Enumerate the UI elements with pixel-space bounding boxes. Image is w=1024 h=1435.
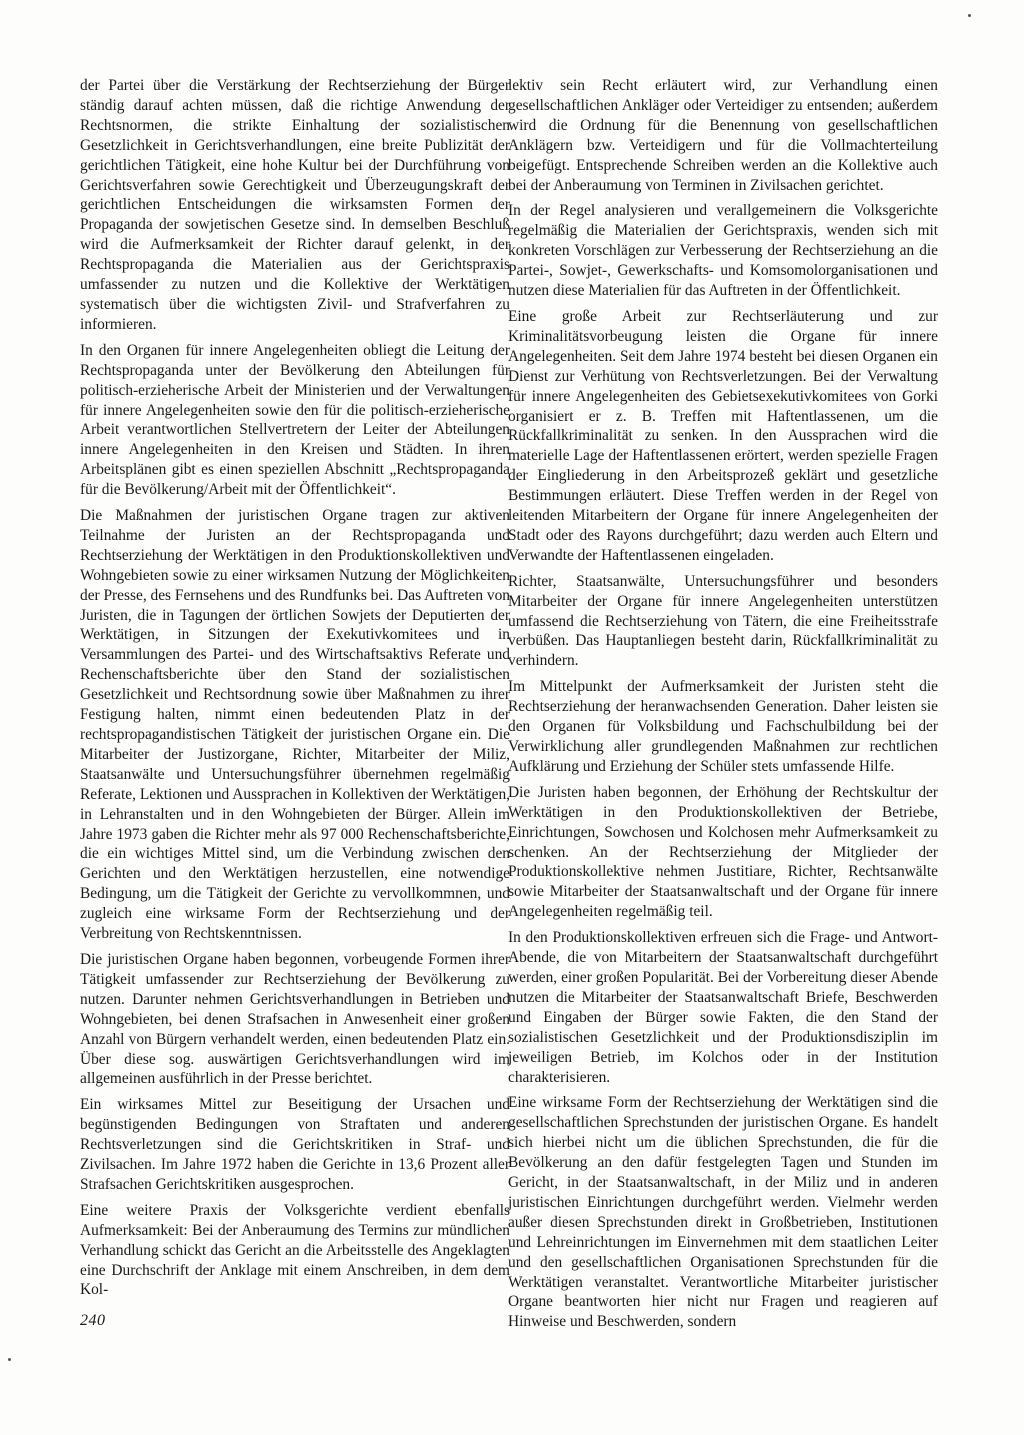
paragraph: der Partei über die Verstärkung der Rechtserziehung der Bürger ständig darauf achten müssen, daß die richtige Anwendung der Rechtsnormen, die strikte Einhaltung der sozialistischen Gesetzlichkeit in Gerichtsverhandlungen, eine breite Publizität der gerichtlichen Tätigkeit, eine hohe Kultur bei der Durchführung von Gerichtsverfahren sowie Gerechtigkeit und Überzeugungskraft der gerichtlichen Entscheidungen die wirksamsten Formen der Propaganda der sowjetischen Gesetze sind. In demselben Beschluß wird die Aufmerksamkeit der Richter darauf gelenkt, in der Rechtspropaganda die Materialien aus der Gerichtspraxis umfassender zu nutzen und die Kollektive der Werktätigen systematisch über die wichtigsten Zivil- und Strafverfahren zu informieren.	[80, 77, 510, 333]
page-number: 240	[80, 1312, 106, 1329]
paragraph: Die juristischen Organe haben begonnen, vorbeugende Formen ihrer Tätigkeit umfassender zur Rechtserziehung der Bevölkerung zu nutzen. Darunter nehmen Gerichtsverhandlungen in Betrieben und Wohngebieten, bei denen Strafsachen in Anwesenheit einer großen Anzahl von Bürgern verhandelt werden, einen bedeutenden Platz ein. Über diese sog. auswärtigen Gerichtsverhandlungen wird im allgemeinen ausführlich in der Presse berichtet.	[80, 950, 510, 1088]
paragraph: Die Maßnahmen der juristischen Organe tragen zur aktiven Teilnahme der Juristen an der Rechtspropaganda und Rechtserziehung der Werktätigen in den Produktionskollektiven und Wohngebieten sowie zu einer wirksamen Nutzung der Möglichkeiten der Presse, des Fernsehens und des Rundfunks bei. Das Auftreten von Juristen, die in Tagungen der örtlichen Sowjets der Deputierten der Werktätigen, in Sitzungen der Exekutivkomitees und in Versammlungen des Partei- und des Wirtschaftsaktivs Referate und Rechenschaftsberichte über den Stand der sozialistischen Gesetzlichkeit und Rechtsordnung sowie über Maßnahmen zu ihrer Festigung halten, nimmt einen bedeutenden Platz in der rechtspropagandistischen Tätigkeit der juristischen Organe ein. Die Mitarbeiter der Justizorgane, Richter, Mitarbeiter der Miliz, Staatsanwälte und Untersuchungsführer übernehmen regelmäßig Referate, Lektionen und Aussprachen in Kollektiven der Werktätigen, in Lehranstalten und in den Wohngebieten der Bürger. Allein im Jahre 1973 gaben die Richter mehr als 97 000 Rechenschaftsberichte, die ein wichtiges Mittel sind, um die Verbindung zwischen den Gerichten und den Werktätigen herzustellen, eine notwendige Bedingung, um die Tätigkeit der Gerichte zu vervollkommnen, und zugleich eine wirksame Form der Rechtserziehung und der Verbreitung von Rechtskenntnissen.	[80, 507, 511, 943]
paragraph: Im Mittelpunkt der Aufmerksamkeit der Juristen steht die Rechtserziehung der heranwachsenden Generation. Daher leisten sie den Organen für Volksbildung und Fachschulbildung bei der Verwirklichung aller grundlegenden Maßnahmen zur rechtlichen Aufklärung und Erziehung der Schüler stets umfassende Hilfe.	[508, 678, 938, 775]
paragraph: In den Organen für innere Angelegenheiten obliegt die Leitung der Rechtspropaganda unter der Bevölkerung den Abteilungen für politisch-erzieherische Arbeit der Ministerien und der Verwaltungen für innere Angelegenheiten sowie den für die politisch-erzieherische Arbeit verantwortlichen Stellvertretern der Leiter der Abteilungen innere Angelegenheiten in den Kreisen und Städten. In ihren Arbeitsplänen gibt es einen speziellen Abschnitt „Rechtspropaganda für die Bevölkerung/Arbeit mit der Öffentlichkeit“.	[80, 341, 510, 499]
paragraph: Eine wirksame Form der Rechtserziehung der Werktätigen sind die gesellschaftlichen Sprechstunden der juristischen Organe. Es handelt sich hierbei nicht um die üblichen Sprechstunden, die für die Bevölkerung an den dafür festgelegten Tagen und Stunden im Gericht, in der Staatsanwaltschaft, in der Miliz und in anderen juristischen Einrichtungen durchgeführt werden. Vielmehr werden außer diesen Sprechstunden direkt in Großbetrieben, Institutionen und Lehreinrichtungen im Einvernehmen mit dem staatlichen Leiter und den gesellschaftlichen Organisationen Sprechstunden für die Werktätigen veranstaltet. Verantwortliche Mitarbeiter juristischer Organe beantworten hier nicht nur Fragen und reagieren auf Hinweise und Beschwerden, sondern	[508, 1094, 938, 1331]
paragraph: lektiv sein Recht erläutert wird, zur Verhandlung einen gesellschaftlichen Ankläger oder Verteidiger zu entsenden; außerdem wird die Ordnung für die Benennung von gesellschaftlichen Anklägern bzw. Verteidigern und für die Vollmachterteilung beigefügt. Entsprechende Schreiben werden an die Kollektive auch bei der Anberaumung von Terminen in Zivilsachen gerichtet.	[508, 77, 938, 194]
scan-speck	[8, 1358, 11, 1361]
paragraph: In der Regel analysieren und verallgemeinern die Volksgerichte regelmäßig die Materialien der Gerichtspraxis, wenden sich mit konkreten Vorschlägen zur Verbesserung der Rechtserziehung an die Partei-, Sowjet-, Gewerkschafts- und Komsomolorganisationen und nutzen diese Materialien für das Auftreten in der Öffentlichkeit.	[508, 202, 938, 300]
paragraph: Richter, Staatsanwälte, Untersuchungsführer und besonders Mitarbeiter der Organe für innere Angelegenheiten unterstützen umfassend die Rechtserziehung von Tätern, die eine Freiheitsstrafe verbüßen. Das Hauptanliegen besteht darin, Rückfallkriminalität zu verhindern.	[508, 572, 938, 670]
paragraph: In den Produktionskollektiven erfreuen sich die Frage- und Antwort-Abende, die von Mitarbeitern der Staatsanwaltschaft durchgeführt werden, einer großen Popularität. Bei der Vorbereitung dieser Abende nutzen die Mitarbeiter der Staatsanwaltschaft Briefe, Beschwerden und Eingaben der Bürger sowie Fakten, die den Stand der sozialistischen Gesetzlichkeit und der Produktionsdisziplin im jeweiligen Betrieb, im Kolchos oder in der Institution charakterisieren.	[508, 929, 938, 1086]
paragraph: Eine weitere Praxis der Volksgerichte verdient ebenfalls Aufmerksamkeit: Bei der Anberaumung des Termins zur mündlichen Verhandlung schickt das Gericht an die Arbeitsstelle des Angeklagten eine Durchschrift der Anklage mit einem Anschreiben, in dem dem Kol-	[80, 1201, 510, 1299]
left-column	[80, 76, 510, 1306]
paragraph: Eine große Arbeit zur Rechtserläuterung und zur Kriminalitätsvorbeugung leisten die Organe für innere Angelegenheiten. Seit dem Jahre 1974 besteht bei diesen Organen ein Dienst zur Verhütung von Rechtsverletzungen. Bei der Verwaltung für innere Angelegenheiten des Gebietsexekutivkomitees von Gorki organisiert er z. B. Treffen mit Haftentlassenen, um die Rückfallkriminalität zu senken. In den Aussprachen wird die materielle Lage der Haftentlassenen erörtert, werden spezielle Fragen der Eingliederung in den Arbeitsprozeß geklärt und gesetzliche Bestimmungen erläutert. Diese Treffen werden in der Regel von leitenden Mitarbeitern der Organe für innere Angelegenheiten der Stadt oder des Rayons durchgeführt; dazu werden auch Eltern und Verwandte der Haftentlassenen eingeladen.	[508, 307, 938, 564]
paragraph: Die Juristen haben begonnen, der Erhöhung der Rechtskultur der Werktätigen in den Produktionskollektiven der Betriebe, Einrichtungen, Sowchosen und Kolchosen mehr Aufmerksamkeit zu schenken. An der Rechtserziehung der Mitglieder der Produktionskollektive nehmen Justitiare, Richter, Rechtsanwälte sowie Mitarbeiter der Staatsanwaltschaft und der Organe für innere Angelegenheiten regelmäßig teil.	[508, 783, 938, 921]
right-column	[508, 76, 938, 1338]
paragraph: Ein wirksames Mittel zur Beseitigung der Ursachen und begünstigenden Bedingungen von Straftaten und anderen Rechtsverletzungen sind die Gerichtskritiken in Straf- und Zivilsachen. Im Jahre 1972 haben die Gerichte in 13,6 Prozent aller Strafsachen Gerichtskritiken ausgesprochen.	[80, 1096, 510, 1193]
scan-speck	[968, 14, 971, 17]
